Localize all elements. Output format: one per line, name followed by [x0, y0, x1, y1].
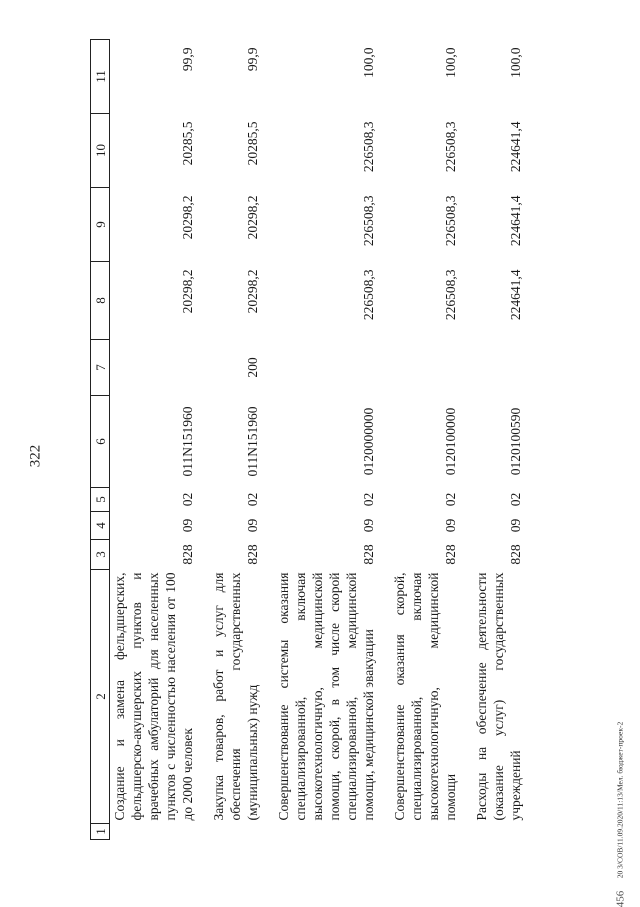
table-row — [390, 40, 460, 840]
execution-percent: 100,0 — [508, 47, 523, 78]
column-number: 1 — [91, 824, 110, 840]
ministry-code: 828 — [245, 544, 260, 565]
section-code: 09 — [443, 518, 458, 533]
column-number-row — [91, 40, 110, 840]
row-name: Закупка товаров, работ и услуг для обеспечения государственных (муниципальных) нужд — [211, 572, 260, 821]
budget-table-container — [90, 40, 570, 840]
sum-executed: 224641,4 — [508, 121, 523, 173]
target-code: 0120000000 — [361, 407, 376, 476]
sum-plan: 20298,2 — [245, 269, 260, 314]
column-number: 3 — [91, 540, 110, 570]
sum-executed: 20285,5 — [180, 121, 195, 166]
corner-number: 456 — [614, 890, 627, 907]
document-footer-code: 20 3/СОВ/11.09.2020/11:13/Мел. бюджет-проек-2 — [615, 721, 625, 879]
execution-percent: 100,0 — [361, 47, 376, 78]
execution-percent: 99,9 — [180, 47, 195, 72]
column-number: 6 — [91, 396, 110, 488]
sum-executed: 226508,3 — [443, 121, 458, 173]
expense-type-code — [274, 340, 378, 396]
column-number: 4 — [91, 512, 110, 540]
expense-type-code — [110, 340, 198, 396]
budget-table-rotated — [90, 40, 570, 840]
column-number: 7 — [91, 340, 110, 396]
ministry-code: 828 — [361, 544, 376, 565]
table-row — [472, 40, 525, 840]
column-number: 8 — [91, 262, 110, 340]
target-code: 0120100000 — [443, 407, 458, 476]
section-code: 09 — [245, 518, 260, 533]
subsection-code: 02 — [443, 492, 458, 507]
row-name: Расходы на обеспечение деятельности (оказание услуг) государственных учреждений — [474, 572, 523, 821]
sum-approved: 224641,4 — [508, 195, 523, 247]
subsection-code: 02 — [508, 492, 523, 507]
expense-type-code — [472, 340, 525, 396]
expense-type-code: 200 — [245, 357, 260, 378]
sum-approved: 226508,3 — [361, 195, 376, 247]
ministry-code: 828 — [180, 544, 195, 565]
target-code: 0120100590 — [508, 407, 523, 476]
table-row — [274, 40, 378, 840]
section-code: 09 — [180, 518, 195, 533]
sum-plan: 20298,2 — [180, 269, 195, 314]
target-code: 011N151960 — [180, 406, 195, 477]
column-number: 5 — [91, 488, 110, 512]
table-row — [110, 40, 198, 840]
execution-percent: 99,9 — [245, 47, 260, 72]
sum-plan: 226508,3 — [361, 269, 376, 321]
sum-approved: 20298,2 — [245, 195, 260, 240]
column-number: 11 — [91, 40, 110, 114]
sum-executed: 226508,3 — [361, 121, 376, 173]
row-name: Создание и замена фельдшерских, фельдшерско-акушерских пунктов и врачебных амбулаторий для населенных пунктов с численностью населения от 100 до 2000 человек — [112, 572, 195, 821]
budget-table — [90, 39, 525, 840]
column-number: 10 — [91, 114, 110, 188]
sum-plan: 224641,4 — [508, 269, 523, 321]
section-code: 09 — [508, 518, 523, 533]
subsection-code: 02 — [361, 492, 376, 507]
column-number: 9 — [91, 188, 110, 262]
row-name: Совершенствование оказания скорой, специализированной, включая высокотехнологичную, медицинской помощи — [392, 572, 458, 821]
column-number: 2 — [91, 570, 110, 824]
ministry-code: 828 — [508, 544, 523, 565]
subsection-code: 02 — [180, 492, 195, 507]
sum-approved: 226508,3 — [443, 195, 458, 247]
expense-type-code — [390, 340, 460, 396]
ministry-code: 828 — [443, 544, 458, 565]
page-number: 322 — [27, 444, 44, 468]
table-row — [209, 40, 262, 840]
sum-plan: 226508,3 — [443, 269, 458, 321]
subsection-code: 02 — [245, 492, 260, 507]
section-code: 09 — [361, 518, 376, 533]
execution-percent: 100,0 — [443, 47, 458, 78]
sum-executed: 20285,5 — [245, 121, 260, 166]
row-name: Совершенствование системы оказания специализированной, включая высокотехнологичную, медицинской помощи, скорой, в том числе скорой специализированной, медицинской помощи, медицинской эвакуации — [276, 572, 376, 821]
target-code: 011N151960 — [245, 406, 260, 477]
sum-approved: 20298,2 — [180, 195, 195, 240]
